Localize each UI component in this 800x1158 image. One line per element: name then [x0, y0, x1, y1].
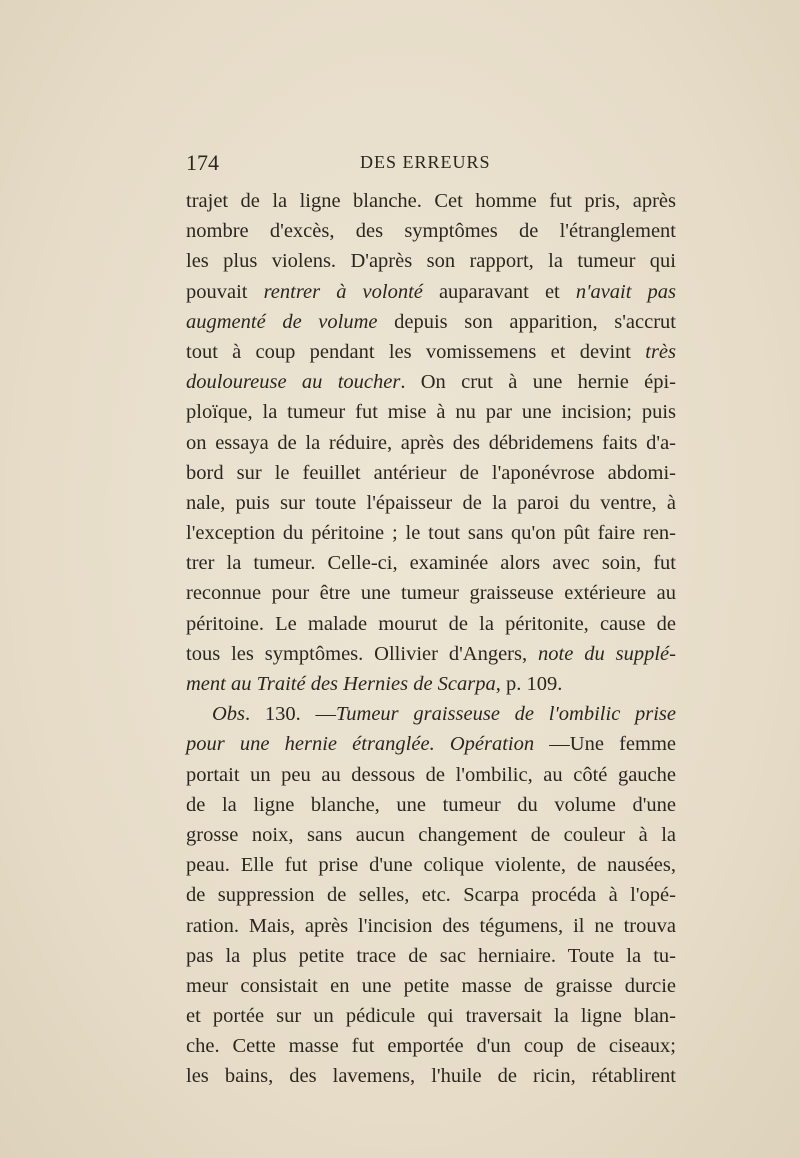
text-line	[186, 760, 676, 790]
text-span: pas la plus petite trace de sac herniaire. Toute la tu-	[186, 944, 676, 967]
text-line	[186, 186, 676, 216]
text-span: depuis son apparition, s'accrut	[377, 310, 676, 333]
page-number: 174	[186, 150, 219, 175]
text-line	[186, 911, 676, 941]
text-line	[186, 578, 676, 608]
text-line	[186, 971, 676, 1001]
text-span: nombre d'excès, des symptômes de l'étranglement	[186, 220, 676, 243]
text-line	[186, 428, 676, 458]
text-span: l'exception du péritoine ; le tout sans qu'on pût faire ren-	[186, 522, 676, 545]
text-span: les plus violens. D'après son rapport, la tumeur qui	[186, 250, 676, 273]
text-span: trer la tumeur. Celle-ci, examinée alors avec soin, fut	[186, 552, 676, 575]
text-span: de suppression de selles, etc. Scarpa procéda à l'opé-	[186, 884, 676, 907]
observation-heading	[186, 699, 676, 729]
text-span: portait un peu au dessous de l'ombilic, au côté gauche	[186, 763, 676, 786]
text-span: augmenté de volume	[186, 310, 378, 333]
text-span: peau. Elle fut prise d'une colique violente, de nausées,	[186, 854, 676, 877]
text-line	[186, 216, 676, 246]
text-span: tous les symptômes. Ollivier d'Angers,	[186, 642, 539, 665]
text-span: n'avait pas	[575, 280, 676, 303]
text-span: très	[645, 340, 676, 363]
text-line	[186, 277, 676, 307]
text-span: grosse noix, sans aucun changement de couleur à la	[186, 823, 676, 846]
text-span: note du supplé-	[538, 642, 676, 665]
text-span: —Une femme	[534, 733, 676, 756]
text-line	[186, 337, 676, 367]
text-line	[186, 548, 676, 578]
text-span: Tumeur graisseuse de l'ombilic prise	[336, 703, 677, 726]
text-line	[186, 1001, 676, 1031]
text-line	[186, 880, 676, 910]
text-line	[186, 729, 676, 759]
text-span: tout à coup pendant les vomissemens et devint	[186, 340, 646, 363]
text-span: bord sur le feuillet antérieur de l'aponévrose abdomi-	[186, 461, 676, 484]
text-span: Obs	[212, 703, 246, 726]
text-line	[186, 609, 676, 639]
text-line	[186, 458, 676, 488]
text-span: on essaya de la réduire, après des débridemens faits d'a-	[186, 431, 676, 454]
text-line	[186, 790, 676, 820]
text-line	[186, 639, 676, 669]
text-span: douloureuse au toucher	[186, 371, 401, 394]
text-line	[186, 941, 676, 971]
text-span: . On crut à une hernie épi-	[400, 371, 676, 394]
text-span: ment au Traité des Hernies de Scarpa	[186, 673, 496, 695]
text-line	[186, 669, 676, 699]
text-line	[186, 488, 676, 518]
text-span: reconnue pour être une tumeur graisseuse extérieure au	[186, 582, 676, 605]
text-line	[186, 397, 676, 427]
text-span: péritoine. Le malade mourut de la péritonite, cause de	[186, 612, 676, 635]
text-span: les bains, des lavemens, l'huile de ricin, rétablirent	[186, 1065, 676, 1088]
text-span: de la ligne blanche, une tumeur du volume d'une	[186, 793, 676, 816]
text-line	[186, 1031, 676, 1061]
text-span: pour une hernie étranglée. Opération	[186, 733, 535, 756]
page-header	[186, 150, 676, 180]
text-span: ploïque, la tumeur fut mise à nu par une incision; puis	[186, 401, 676, 424]
text-span: , p. 109.	[495, 673, 563, 695]
text-span: meur consistait en une petite masse de graisse durcie	[186, 974, 676, 997]
text-line	[186, 367, 676, 397]
text-span: trajet de la ligne blanche. Cet homme fut pris, après	[186, 190, 676, 212]
running-head: DES ERREURS	[360, 152, 491, 172]
text-line	[186, 518, 676, 548]
text-span: pouvait	[186, 280, 264, 303]
text-span: che. Cette masse fut emportée d'un coup de ciseaux;	[186, 1035, 676, 1058]
text-line	[186, 1061, 676, 1091]
text-span: . 130. —	[245, 703, 336, 726]
text-line	[186, 820, 676, 850]
text-span: et portée sur un pédicule qui traversait la ligne blan-	[186, 1005, 676, 1028]
text-span: nale, puis sur toute l'épaisseur de la paroi du ventre, à	[186, 491, 676, 514]
text-span: auparavant et	[422, 280, 576, 303]
text-span: rentrer à volonté	[263, 280, 423, 303]
text-span: ration. Mais, après l'incision des tégumens, il ne trouva	[186, 914, 676, 937]
body-text	[186, 186, 676, 1092]
text-line	[186, 850, 676, 880]
text-line	[186, 307, 676, 337]
text-line	[186, 246, 676, 276]
